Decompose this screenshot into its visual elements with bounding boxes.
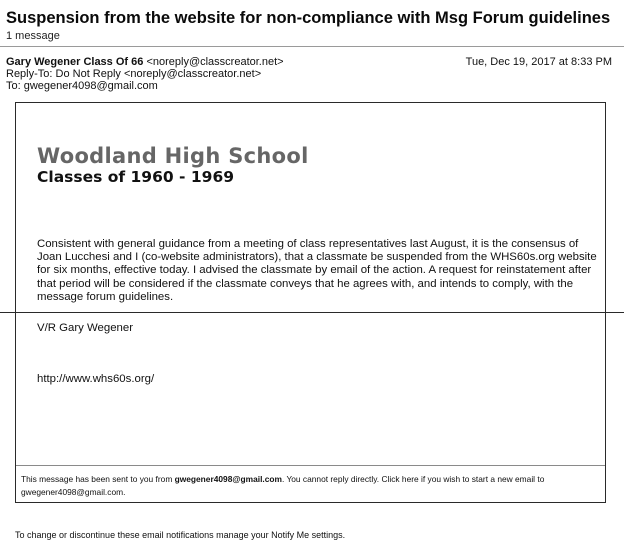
sender-notice bbox=[21, 473, 601, 499]
sender-name: Gary Wegener Class Of 66 bbox=[6, 56, 144, 68]
reply-to-line: Reply-To: Do Not Reply <noreply@classcreator.net> bbox=[6, 68, 262, 80]
notice-sender-email: gwegener4098@gmail.com bbox=[174, 474, 282, 484]
notice-prefix: This message has been sent to you from bbox=[21, 474, 175, 484]
from-line bbox=[6, 56, 284, 68]
body-horizontal-rule bbox=[0, 312, 624, 313]
footer-text: To change or discontinue these email notifications bbox=[15, 530, 217, 540]
email-subject: Suspension from the website for non-compliance with Msg Forum guidelines bbox=[6, 9, 611, 27]
notice-middle: . You cannot reply directly. bbox=[281, 474, 382, 484]
school-name: Woodland High School bbox=[37, 144, 309, 168]
email-date: Tue, Dec 19, 2017 at 8:33 PM bbox=[465, 56, 612, 68]
message-count: 1 message bbox=[6, 30, 60, 42]
notice-divider bbox=[16, 465, 605, 466]
website-link[interactable]: http://www.whs60s.org/ bbox=[37, 373, 155, 385]
to-line: To: gwegener4098@gmail.com bbox=[6, 80, 158, 92]
footer-notification bbox=[15, 530, 345, 540]
signature: V/R Gary Wegener bbox=[37, 322, 134, 334]
notice-suffix: if you wish to start a new email to gwegener4098@gmail.com. bbox=[21, 474, 545, 497]
click-here-link[interactable]: Click here bbox=[381, 474, 419, 484]
notify-settings-link[interactable]: manage your Notify Me settings. bbox=[216, 530, 346, 540]
message-paragraph: Consistent with general guidance from a meeting of class representatives last August, it is the consensus of Joan Lucchesi and I (co-website administrators), that a classmate be suspended from the WHS60s.org website for six months, effective today. I advised the classmate by email of the action. A request for reinstatement after that period will be considered if the classmate conveys that he agrees with, and intends to comply, with the message forum guidelines. bbox=[37, 238, 597, 303]
header-divider bbox=[0, 46, 624, 47]
sender-address[interactable]: <noreply@classcreator.net> bbox=[146, 56, 284, 68]
class-years: Classes of 1960 - 1969 bbox=[37, 168, 235, 186]
